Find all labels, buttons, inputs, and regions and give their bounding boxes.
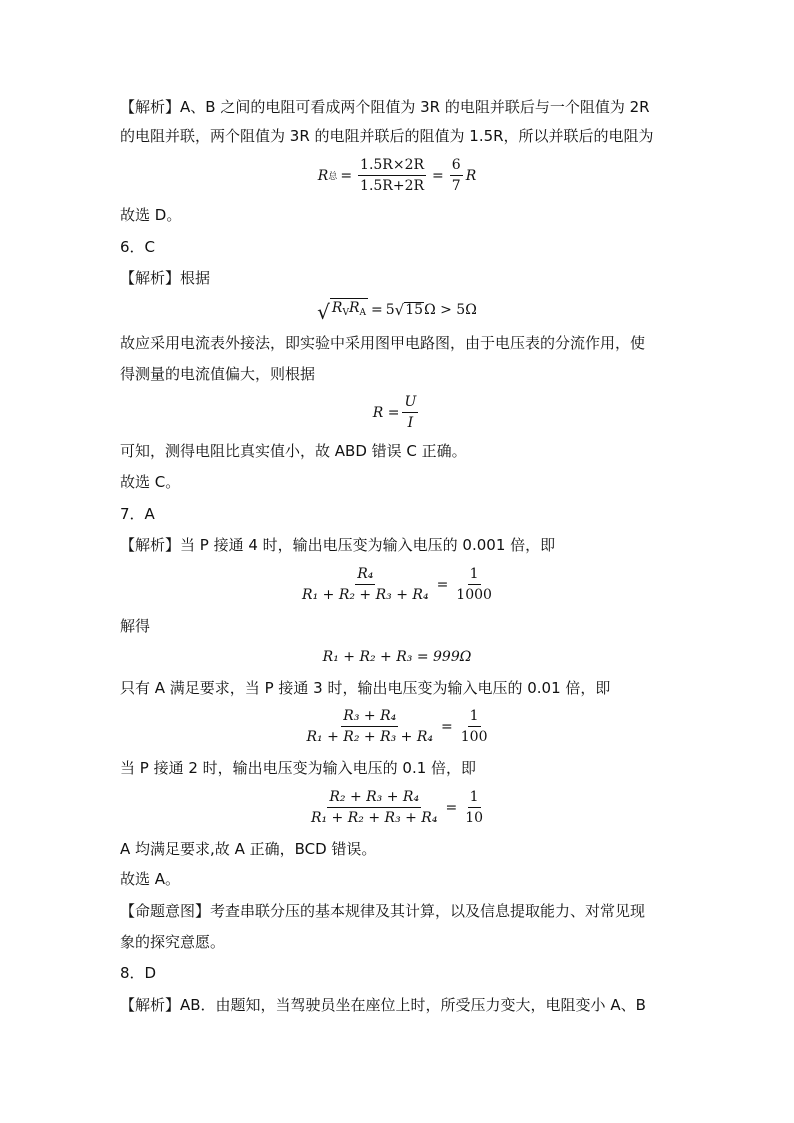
eq7-rhs-numerator: 1 [468,789,481,808]
eq2-r1: R [331,300,343,316]
eq6-rhs-denominator: 100 [460,729,488,745]
q7-answer: 故选 A。 [120,870,181,888]
eq2-inner-root: 15 [405,302,424,318]
q5-analysis-line-1: 【解析】A、B 之间的电阻可看成两个阻值为 3R 的电阻并联后与一个阻值为 2R [120,98,650,116]
eq5-text: R₁ + R₂ + R₃ = 999Ω [322,649,472,665]
q7-analysis-line-5: A 均满足要求,故 A 正确，BCD 错误。 [120,840,377,858]
eq7-rhs-denominator: 10 [465,810,484,826]
equation-ratio-10: $\frac{\text{R₂ + R₃ + R₄}}{\text{R₁ + R₂ + R₃ + R₄}}$ = $\frac{1}{10}$ [310,789,484,826]
equation-parallel-resistance: R 总 = $\frac{1.5R\times 2R}{1.5R+2R}$ = $\frac{6}{7}$ R [317,157,477,194]
eq6-denominator: R₁ + R₂ + R₃ + R₄ [306,729,434,745]
eq1-frac2-numerator: 6 [450,157,463,176]
eq4-denominator: R₁ + R₂ + R₃ + R₄ [302,587,429,603]
eq4-numerator: R₄ [355,566,375,585]
q6-answer: 故选 C。 [120,473,181,491]
eq7-numerator: R₂ + R₃ + R₄ [327,789,421,808]
q7-analysis-line-4: 当 P 接通 2 时，输出电压变为输入电压的 0.1 倍，即 [120,759,477,777]
q6-analysis-line-3: 得测量的电流值偏大，则根据 [120,365,316,383]
equation-ratio-1000: $\frac{\text{R₄}}{\text{R₁ + R₂ + R₃ + R₄}}$ = $\frac{1}{1000}$ [302,566,492,603]
intent-line-2: 象的探究意愿。 [120,933,226,951]
eq3-denominator: I [407,415,414,431]
equation-ratio-100: $\frac{\text{R₃ + R₄}}{\text{R₁ + R₂ + R₃ + R₄}}$ = $\frac{1}{100}$ [306,708,488,745]
eq2-sub2: A [359,308,367,318]
eq1-frac2-denominator: 7 [451,178,461,194]
eq2-coefficient: 5 [385,302,395,318]
eq1-lhs-sub: 总 [328,172,338,182]
q6-analysis-line-1: 【解析】根据 [120,269,211,287]
intent-line-1: 【命题意图】考查串联分压的基本规律及其计算，以及信息提取能力、对常见现 [120,902,646,920]
equation-ohms-law [0,394,794,431]
q6-analysis-line-4: 可知，测得电阻比真实值小，故 ABD 错误 C 正确。 [120,442,467,460]
q6-heading: 6．C [120,238,156,256]
q7-analysis-line-3: 只有 A 满足要求，当 P 接通 3 时，输出电压变为输入电压的 0.01 倍，即 [120,679,611,697]
q7-analysis-line-1: 【解析】当 P 接通 4 时，输出电压变为输入电压的 0.001 倍，即 [120,536,556,554]
eq6-numerator: R₃ + R₄ [341,708,398,727]
eq4-rhs-numerator: 1 [468,566,481,585]
eq7-denominator: R₁ + R₂ + R₃ + R₄ [310,810,438,826]
q8-heading: 8．D [120,964,157,982]
q5-analysis-line-2: 的电阻并联，两个阻值为 3R 的电阻并联后的阻值为 1.5R，所以并联后的电阻为 [120,127,654,145]
eq1-tail: R [465,167,477,184]
eq3-numerator: U [402,394,418,413]
eq1-denominator: 1.5R+2R [360,178,425,194]
q7-analysis-line-2: 解得 [120,617,151,635]
eq2-unit: Ω > 5Ω [424,302,477,318]
eq2-sub1: V [342,308,349,318]
eq4-rhs-denominator: 1000 [456,587,492,603]
eq1-lhs: R [317,167,329,184]
q6-analysis-line-2: 故应采用电流表外接法，即实验中采用图甲电路图，由于电压表的分流作用，使 [120,334,646,352]
equation-sqrt-comparison: √ $R_VR_A$ = 5 √ 15 Ω > 5Ω [317,300,477,324]
q7-heading: 7．A [120,505,155,523]
eq6-rhs-numerator: 1 [468,708,481,727]
equation-sum-999 [0,647,794,665]
eq2-r2: R [348,300,360,316]
q8-analysis-line-1: 【解析】AB．由题知，当驾驶员坐在座位上时，所受压力变大，电阻变小 A、B [120,996,646,1014]
eq3-lhs: R = [372,404,400,421]
q5-answer: 故选 D。 [120,206,182,224]
eq1-numerator: 1.5R×2R [358,157,426,176]
